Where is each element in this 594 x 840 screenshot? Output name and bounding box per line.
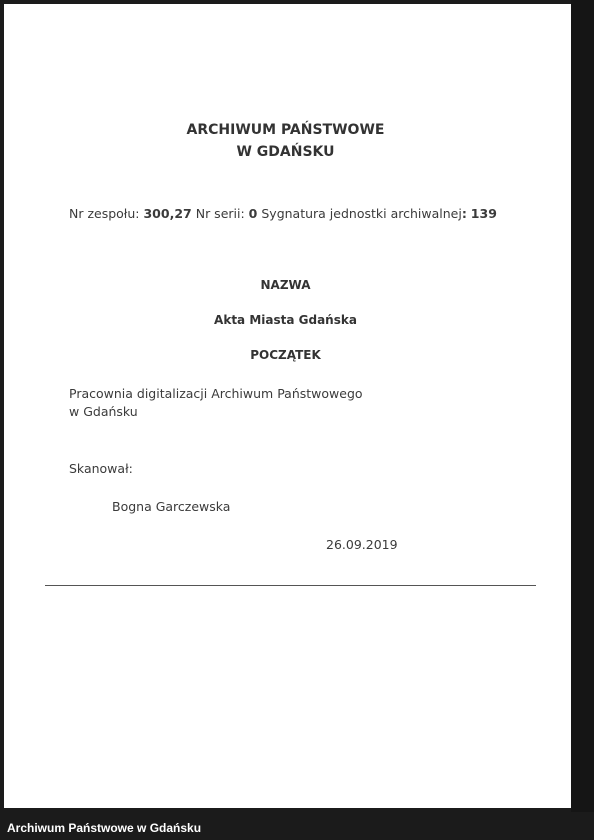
fond-label: Nr zespołu: (69, 206, 140, 221)
digitization-line-1: Pracownia digitalizacji Archiwum Państwowego (69, 386, 363, 401)
signature-colon: : (461, 206, 467, 221)
scanned-by-label: Skanował: (69, 461, 133, 476)
reference-line (69, 206, 497, 222)
footer-caption: Archiwum Państwowe w Gdańsku (7, 821, 202, 835)
signature-value: 139 (470, 206, 497, 221)
start-heading: POCZĄTEK (250, 348, 321, 362)
scan-date: 26.09.2019 (326, 537, 398, 552)
separator-line (45, 585, 536, 586)
digitization-line-2: w Gdańsku (69, 404, 138, 419)
scan-edge (571, 0, 594, 812)
series-label: Nr serii: (195, 206, 245, 221)
archive-title-line-2: W GDAŃSKU (236, 144, 335, 160)
series-value: 0 (248, 206, 258, 221)
archive-title-line-1: ARCHIWUM PAŃSTWOWE (186, 122, 385, 138)
fond-value: 300,27 (143, 206, 192, 221)
scanned-by-person: Bogna Garczewska (112, 499, 231, 514)
signature-label: Sygnatura jednostki archiwalnej (261, 206, 462, 221)
name-value: Akta Miasta Gdańska (214, 313, 357, 327)
name-heading: NAZWA (260, 278, 311, 292)
